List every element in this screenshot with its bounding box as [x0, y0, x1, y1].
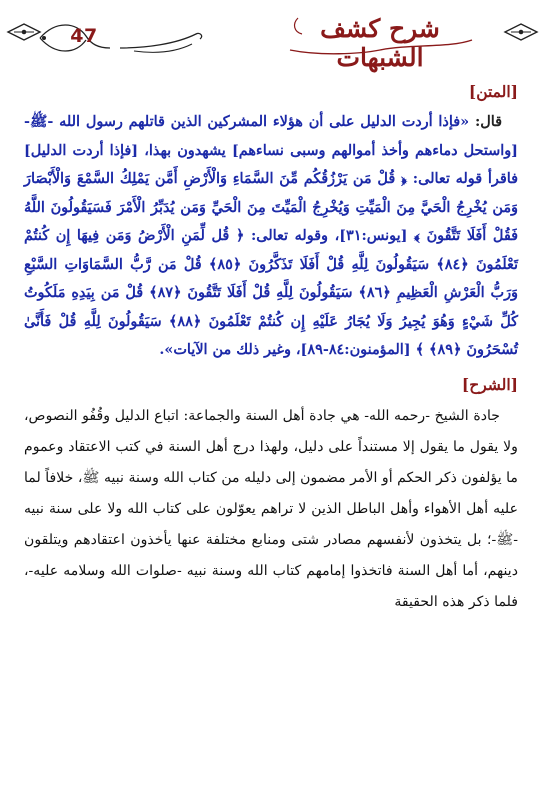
right-ornament-icon — [503, 22, 539, 42]
page-content — [24, 80, 518, 618]
matn-prefix: قال: — [474, 113, 502, 130]
sharh-heading: [الشرح] — [461, 374, 518, 394]
matn-text: «فإذا أردت الدليل على أن هؤلاء المشركين الذين قاتلهم رسول الله -ﷺ- [واستحل دماءهم وأخذ أموالهم وسبى نساءهم] يشهدون بهذا، [فإذا أردت الدليل] فاقرأ قوله تعالى: ﴿ قُلْ مَن يَرْزُقُكُم مِّنَ السَّمَاءِ وَالْأَرْضِ أَمَّن يَمْلِكُ السَّمْعَ وَالْأَبْصَارَ وَمَن يُخْرِجُ الْحَيَّ مِنَ الْمَيِّتِ وَيُخْرِجُ الْمَيِّتَ مِنَ الْحَيِّ وَمَن يُدَبِّرُ الْأَمْرَ فَسَيَقُولُونَ اللَّهُ فَقُلْ أَفَلَا تَتَّقُونَ ﴾ [يونس:٣١]، وقوله تعالى: ﴿ قُل لِّمَنِ الْأَرْضُ وَمَن فِيهَا إِن كُنتُمْ تَعْلَمُونَ ﴿٨٤﴾ سَيَقُولُونَ لِلَّهِ قُلْ أَفَلَا تَذَكَّرُونَ ﴿٨٥﴾ قُلْ مَن رَّبُّ السَّمَاوَاتِ السَّبْعِ وَرَبُّ الْعَرْشِ الْعَظِيمِ ﴿٨٦﴾ سَيَقُولُونَ لِلَّهِ قُلْ أَفَلَا تَتَّقُونَ ﴿٨٧﴾ قُلْ مَن بِيَدِهِ مَلَكُوتُ كُلِّ شَيْءٍ وَهُوَ يُجِيرُ وَلَا يُجَارُ عَلَيْهِ إِن كُنتُمْ تَعْلَمُونَ ﴿٨٨﴾ سَيَقُولُونَ لِلَّهِ قُلْ فَأَنَّىٰ تُسْحَرُونَ ﴿٨٩﴾ ﴾ [المؤمنون:٨٤-٨٩]، وغير ذلك من الآيات». — [24, 113, 518, 358]
page-number: 47 — [70, 25, 98, 47]
sharh-paragraph: جادة الشيخ -رحمه الله- هي جادة أهل السنة والجماعة: اتباع الدليل وقُفُو النصوص، ولا يقول ما يقول إلا مستنداً على دليل، ولهذا درج أهل السنة في كتب الاعتقاد وعموم ما يؤلفون ذكر الحكم أو الأمر مضمون إلى دليله من كتاب الله وسنة نبيه ﷺ، خلافاً لما عليه أهل الأهواء وأهل الباطل الذين لا تراهم يعوّلون على كتاب الله ولا على سنة نبيه -ﷺ-؛ بل يتخذون لأنفسهم مصادر شتى ومنابع مختلفة عنها يأخذون اعتقادهم ويتلقون دينهم، أما أهل السنة فاتخذوا إمامهم كتاب الله وسنة نبيه -صلوات الله وسلامه عليه-، فلما ذكر هذه الحقيقة — [24, 407, 518, 610]
book-title: شرح كشف الشبهات — [320, 14, 440, 72]
title-flourish-icon — [280, 10, 480, 60]
page-number-frame-icon — [36, 18, 206, 58]
matn-heading: [المتن] — [468, 82, 518, 101]
page-header — [0, 0, 546, 80]
matn-paragraph — [24, 108, 518, 365]
